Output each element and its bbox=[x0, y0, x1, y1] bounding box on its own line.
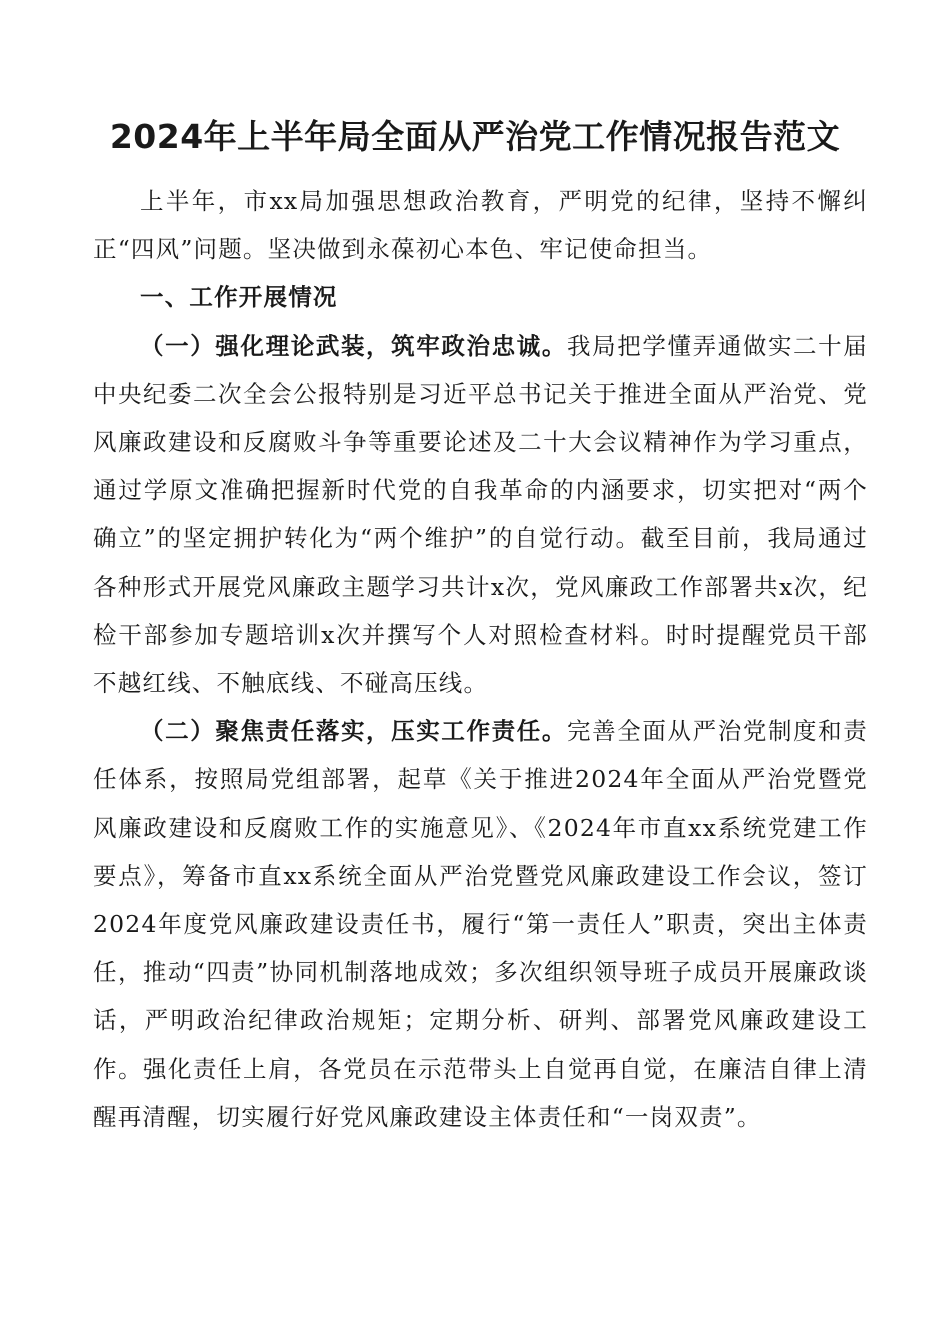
paragraph-item-2 bbox=[93, 707, 868, 1141]
document-title: 2024年上半年局全面从严治党工作情况报告范文 bbox=[109, 117, 841, 156]
intro-paragraph: 上半年，市xx局加强思想政治教育，严明党的纪律，坚持不懈纠正“四风”问题。坚决做到永葆初心本色、牢记使命担当。 bbox=[93, 187, 868, 264]
item-1-text: 我局把学懂弄通做实二十届中央纪委二次全会公报特别是习近平总书记关于推进全面从严治党、党风廉政建设和反腐败斗争等重要论述及二十大会议精神作为学习重点，通过学原文准确把握新时代党的自我革命的内涵要求，切实把对“两个确立”的坚定拥护转化为“两个维护”的自觉行动。截至目前，我局通过各种形式开展党风廉政主题学习共计x次，党风廉政工作部署共x次，纪检干部参加专题培训x次并撰写个人对照检查材料。时时提醒党员干部不越红线、不触底线、不碰高压线。 bbox=[93, 331, 868, 698]
document-body bbox=[93, 177, 868, 1141]
paragraph-item-1 bbox=[93, 322, 868, 708]
item-2-text: 完善全面从严治党制度和责任体系，按照局党组部署，起草《关于推进2024年全面从严治党暨党风廉政建设和反腐败工作的实施意见》、《2024年市直xx系统党建工作要点》，筹备市直xx系统全面从严治党暨党风廉政建设工作会议，签订2024年度党风廉政建设责任书，履行“第一责任人”职责，突出主体责任，推动“四责”协同机制落地成效；多次组织领导班子成员开展廉政谈话，严明政治纪律政治规矩；定期分析、研判、部署党风廉政建设工作。强化责任上肩，各党员在示范带头上自觉再自觉，在廉洁自律上清醒再清醒，切实履行好党风廉政建设主体责任和“一岗双责”。 bbox=[93, 717, 868, 1131]
item-1-lead: （一）强化理论武装，筑牢政治忠诚。 bbox=[140, 331, 567, 360]
section-heading: 一、工作开展情况 bbox=[140, 283, 338, 312]
item-2-lead: （二）聚焦责任落实，压实工作责任。 bbox=[140, 717, 567, 746]
